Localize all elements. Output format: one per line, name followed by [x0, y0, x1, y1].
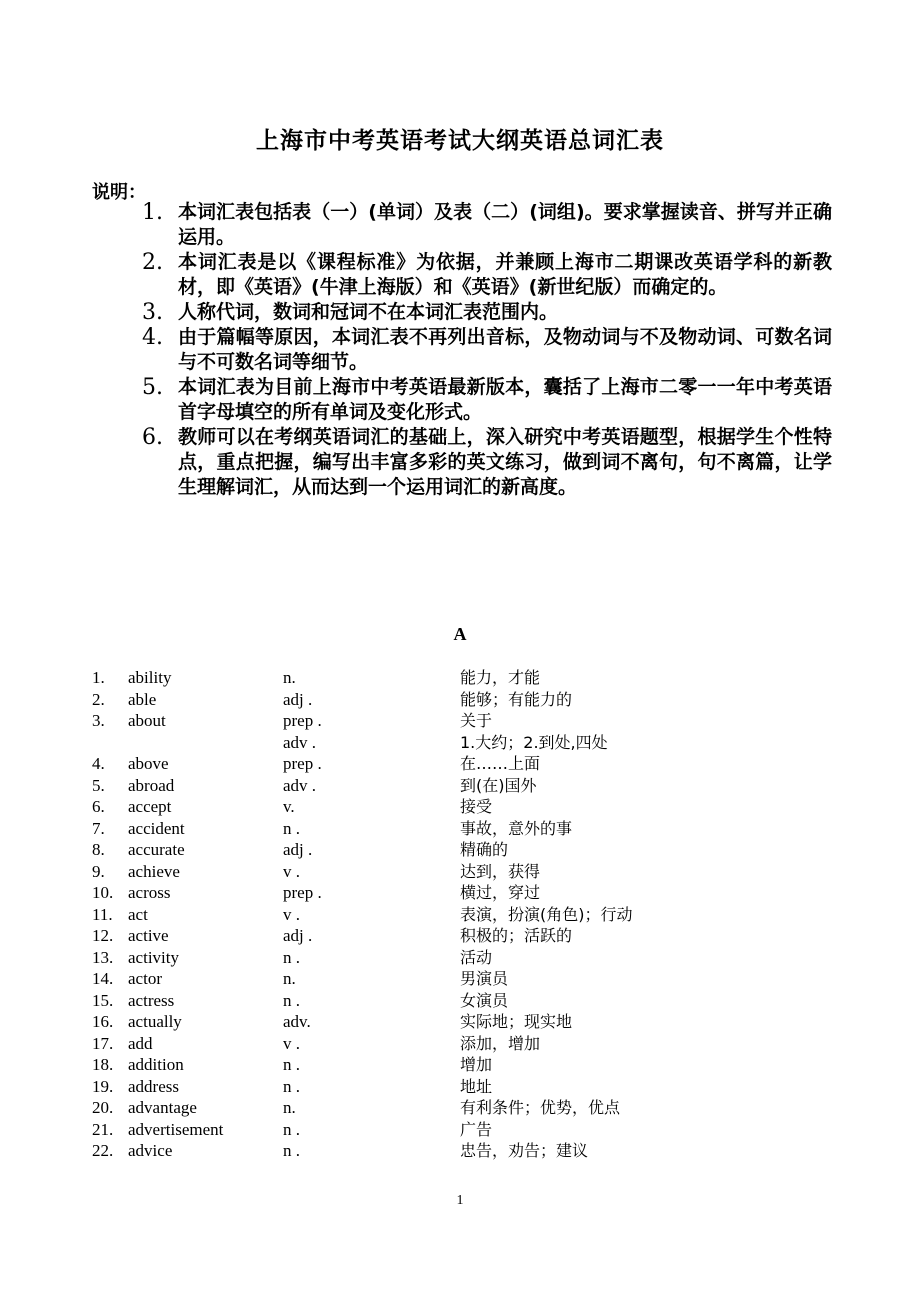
- entry-number: 16.: [92, 1012, 114, 1031]
- entry-part-of-speech: prep .: [283, 754, 322, 773]
- entry-word: actually: [128, 1012, 182, 1031]
- entry-number: 2.: [92, 689, 105, 709]
- entry-number: 17.: [92, 1033, 114, 1053]
- entry-meaning: 实际地；现实地: [460, 1012, 573, 1031]
- entry-meaning: 忠告，劝告；建议: [460, 1141, 589, 1160]
- entry-part-of-speech: v.: [283, 797, 295, 816]
- entry-number: 19.: [92, 1076, 114, 1096]
- entry-number: 20.: [92, 1098, 114, 1117]
- entry-number: 5.: [92, 775, 105, 795]
- entry-word: above: [128, 754, 169, 773]
- vocabulary-list: [92, 667, 832, 1162]
- entry-part-of-speech: adv .: [283, 775, 317, 795]
- entry-part-of-speech: v .: [283, 1033, 300, 1053]
- vocab-row: [92, 990, 832, 1012]
- entry-word: about: [128, 711, 166, 730]
- entry-number: 14.: [92, 969, 114, 988]
- vocab-row: [92, 968, 832, 990]
- intro-label: 说明：: [92, 182, 146, 203]
- vocab-row: [92, 1054, 832, 1076]
- entry-part-of-speech: v .: [283, 861, 300, 881]
- entry-word: accident: [128, 818, 185, 838]
- vocab-row: [92, 710, 832, 732]
- entry-meaning: 地址: [460, 1076, 493, 1096]
- entry-meaning: 能力，才能: [460, 668, 541, 687]
- entry-meaning: 能够；有能力的: [460, 689, 573, 709]
- entry-number: 13.: [92, 947, 114, 967]
- entry-number: 1.: [92, 668, 105, 687]
- note-number: 4.: [142, 325, 163, 350]
- note-text: 本词汇表包括表（一）(单词）及表（二）(词组)。要求掌握读音、拼写并正确运用。: [178, 201, 832, 248]
- vocab-row: [92, 947, 832, 969]
- vocab-row: [92, 1076, 832, 1098]
- vocab-row: [92, 861, 832, 883]
- note-item: [142, 375, 832, 425]
- note-text: 本词汇表是以《课程标准》为依据，并兼顾上海市二期课改英语学科的新教材，即《英语》(牛津上海版）和《英语》(新世纪版）而确定的。: [178, 251, 832, 298]
- entry-part-of-speech: n .: [283, 1119, 300, 1139]
- entry-number: 6.: [92, 797, 105, 816]
- entry-word: act: [128, 904, 148, 924]
- entry-meaning: 男演员: [460, 969, 509, 988]
- entry-meaning: 到(在)国外: [460, 775, 537, 795]
- entry-word: advantage: [128, 1098, 197, 1117]
- entry-part-of-speech: prep .: [283, 711, 322, 730]
- entry-part-of-speech: n.: [283, 1098, 296, 1117]
- entry-number: 11.: [92, 904, 113, 924]
- entry-word: achieve: [128, 861, 180, 881]
- vocab-row: [92, 1011, 832, 1033]
- entry-word: accurate: [128, 840, 185, 859]
- note-text: 人称代词，数词和冠词不在本词汇表范围内。: [178, 301, 559, 323]
- entry-word: active: [128, 926, 169, 945]
- note-item: [142, 200, 832, 250]
- entry-word: addition: [128, 1055, 184, 1074]
- vocab-row: [92, 732, 832, 754]
- entry-meaning: 横过，穿过: [460, 883, 541, 902]
- entry-meaning: 事故，意外的事: [460, 818, 573, 838]
- entry-word: add: [128, 1033, 153, 1053]
- vocab-row: [92, 667, 832, 689]
- entry-number: 21.: [92, 1119, 114, 1139]
- note-item: [142, 250, 832, 300]
- note-number: 5.: [142, 375, 163, 400]
- entry-part-of-speech: n .: [283, 1055, 300, 1074]
- entry-number: 7.: [92, 818, 105, 838]
- note-text: 由于篇幅等原因，本词汇表不再列出音标，及物动词与不及物动词、可数名词与不可数名词等细节。: [178, 326, 832, 373]
- entry-number: 18.: [92, 1055, 114, 1074]
- notes-list: [142, 200, 832, 500]
- entry-word: accept: [128, 797, 172, 816]
- entry-word: address: [128, 1076, 179, 1096]
- vocab-row: [92, 1140, 832, 1162]
- entry-meaning: 达到，获得: [460, 861, 541, 881]
- entry-meaning: 有利条件；优势，优点: [460, 1098, 621, 1117]
- entry-meaning: 接受: [460, 797, 493, 816]
- entry-number: 9.: [92, 861, 105, 881]
- entry-meaning: 精确的: [460, 840, 509, 859]
- entry-word: actress: [128, 990, 175, 1010]
- entry-part-of-speech: n .: [283, 990, 300, 1010]
- note-item: [142, 325, 832, 375]
- entry-number: 10.: [92, 883, 114, 902]
- note-text: 本词汇表为目前上海市中考英语最新版本，囊括了上海市二零一一年中考英语首字母填空的所有单词及变化形式。: [178, 376, 832, 423]
- entry-part-of-speech: n .: [283, 818, 300, 838]
- entry-meaning: 1.大约；2.到处,四处: [460, 732, 608, 752]
- entry-part-of-speech: n .: [283, 1076, 300, 1096]
- vocab-row: [92, 882, 832, 904]
- entry-part-of-speech: adj .: [283, 840, 313, 859]
- vocab-row: [92, 925, 832, 947]
- entry-part-of-speech: n.: [283, 668, 296, 687]
- entry-part-of-speech: n .: [283, 1141, 300, 1160]
- entry-meaning: 活动: [460, 947, 493, 967]
- note-item: [142, 425, 832, 500]
- vocab-row: [92, 796, 832, 818]
- entry-number: 4.: [92, 754, 105, 773]
- entry-number: 22.: [92, 1141, 114, 1160]
- entry-part-of-speech: adv .: [283, 732, 317, 752]
- note-number: 1.: [142, 200, 163, 225]
- section-heading: A: [453, 624, 467, 644]
- entry-number: 12.: [92, 926, 114, 945]
- entry-number: 8.: [92, 840, 105, 859]
- entry-meaning: 积极的；活跃的: [460, 926, 573, 945]
- entry-word: across: [128, 883, 171, 902]
- vocab-row: [92, 839, 832, 861]
- entry-part-of-speech: n.: [283, 969, 296, 988]
- entry-part-of-speech: v .: [283, 904, 300, 924]
- vocab-row: [92, 689, 832, 711]
- entry-part-of-speech: adj .: [283, 689, 313, 709]
- entry-meaning: 广告: [460, 1119, 493, 1139]
- entry-part-of-speech: n .: [283, 947, 300, 967]
- entry-meaning: 增加: [460, 1055, 493, 1074]
- vocab-row: [92, 1033, 832, 1055]
- entry-number: 3.: [92, 711, 105, 730]
- entry-number: 15.: [92, 990, 114, 1010]
- note-number: 6.: [142, 425, 163, 450]
- page-title: 上海市中考英语考试大纲英语总词汇表: [256, 128, 664, 154]
- vocab-row: [92, 1097, 832, 1119]
- entry-word: abroad: [128, 775, 175, 795]
- vocab-row: [92, 775, 832, 797]
- entry-meaning: 表演，扮演(角色)；行动: [460, 904, 633, 924]
- vocab-row: [92, 753, 832, 775]
- entry-word: advertisement: [128, 1119, 224, 1139]
- entry-part-of-speech: adv.: [283, 1012, 311, 1031]
- vocab-row: [92, 818, 832, 840]
- entry-meaning: 在……上面: [460, 754, 541, 773]
- entry-word: advice: [128, 1141, 173, 1160]
- entry-part-of-speech: prep .: [283, 883, 322, 902]
- entry-meaning: 添加，增加: [460, 1033, 541, 1053]
- vocab-row: [92, 1119, 832, 1141]
- note-number: 2.: [142, 250, 163, 275]
- vocab-row: [92, 904, 832, 926]
- entry-meaning: 女演员: [460, 990, 509, 1010]
- note-text: 教师可以在考纲英语词汇的基础上，深入研究中考英语题型，根据学生个性特点，重点把握，编写出丰富多彩的英文练习，做到词不离句，句不离篇，让学生理解词汇，从而达到一个运用词汇的新高度。: [178, 426, 832, 498]
- entry-word: able: [128, 689, 157, 709]
- entry-word: actor: [128, 969, 162, 988]
- entry-part-of-speech: adj .: [283, 926, 313, 945]
- note-number: 3.: [142, 300, 163, 325]
- note-item: [142, 300, 832, 325]
- entry-word: ability: [128, 668, 172, 687]
- page-number: 1: [456, 1193, 464, 1208]
- entry-word: activity: [128, 947, 179, 967]
- entry-meaning: 关于: [460, 711, 493, 730]
